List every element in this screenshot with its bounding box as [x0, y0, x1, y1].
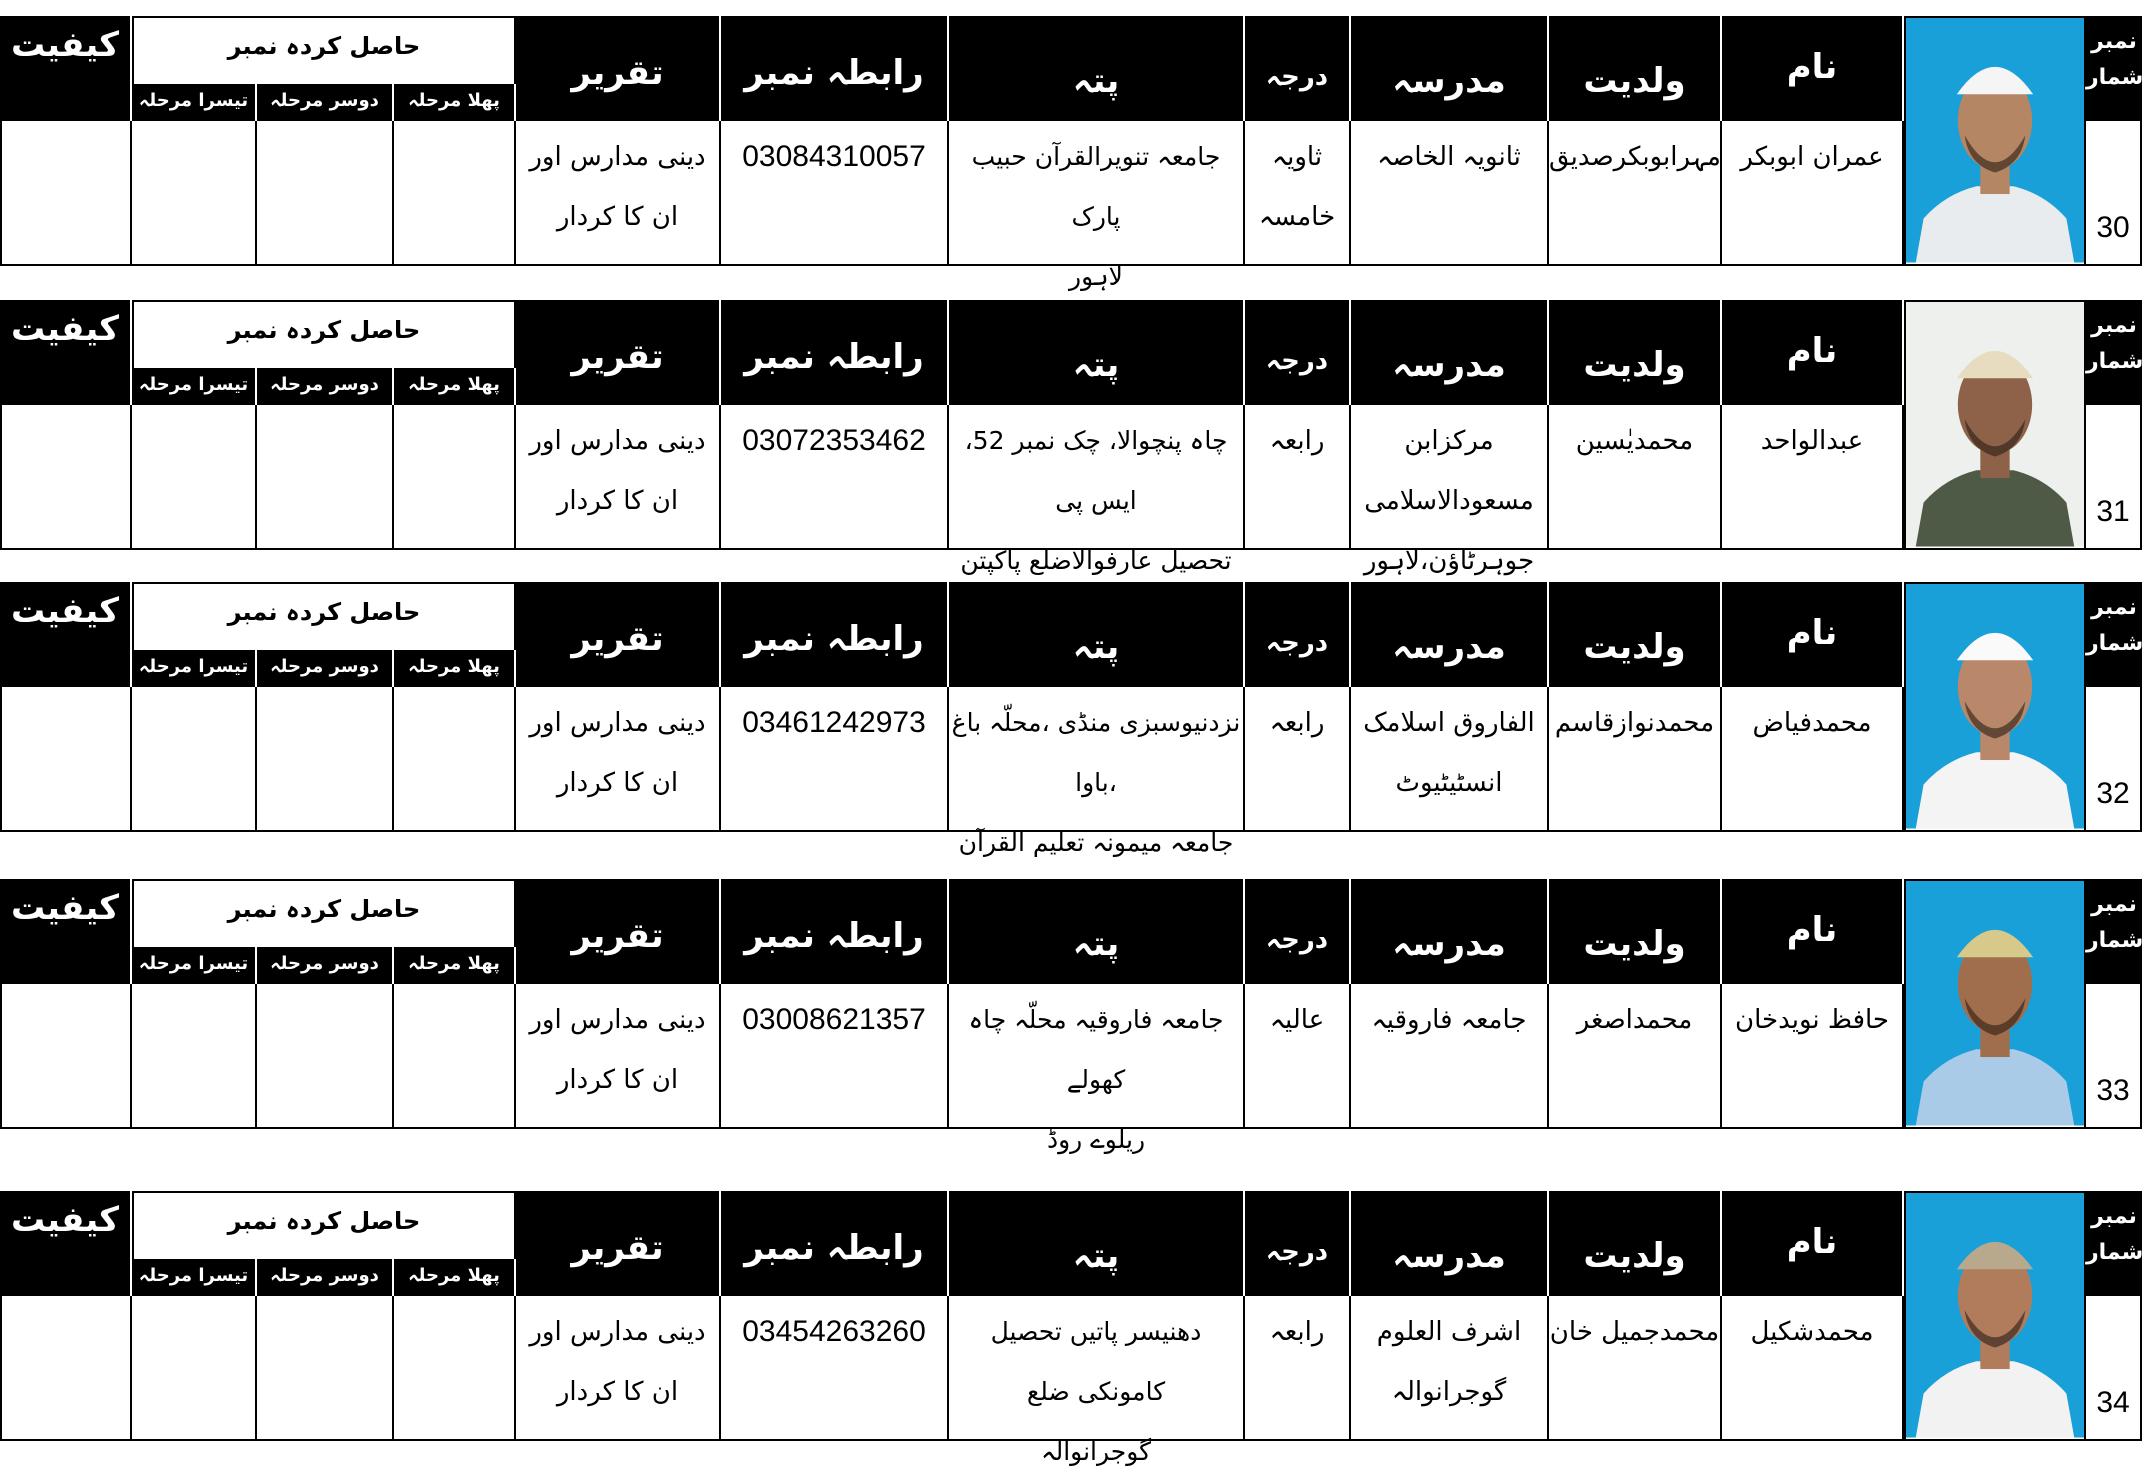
- speech-line-2: ان کا کردار: [556, 486, 679, 516]
- speech-line-1: دینی مدارس اور: [529, 1005, 706, 1035]
- stage1-header: پھلا مرحلہ: [394, 947, 516, 984]
- student-record: [0, 879, 2144, 1154]
- address-line-2: جامعہ میمونہ تعلیم القرآن: [958, 828, 1234, 857]
- name-header: نام: [1722, 16, 1904, 121]
- father-header: ولدیت: [1549, 582, 1722, 687]
- grade-cell: [1245, 1296, 1351, 1441]
- stage1-marks-cell: [394, 121, 516, 266]
- student-photo: [1904, 16, 2086, 266]
- grade-line-2: خامسہ: [1258, 202, 1336, 232]
- madrasa-cell: [1351, 984, 1549, 1129]
- student-name: عمران ابوبکر: [1740, 142, 1884, 172]
- madrasa-header: مدرسہ: [1351, 300, 1549, 405]
- stage2-marks-cell: [257, 1296, 394, 1441]
- speech-header: تقریر: [516, 582, 721, 687]
- grade-header: درجہ: [1245, 1191, 1351, 1296]
- father-name: محمداصغر: [1576, 1005, 1693, 1035]
- serial-header: نمبر شمار: [2086, 300, 2142, 405]
- madrasa-line-1: اشرف العلوم: [1376, 1317, 1522, 1347]
- madrasa-header: مدرسہ: [1351, 1191, 1549, 1296]
- stage2-header: دوسر مرحلہ: [257, 84, 394, 121]
- name-header: نام: [1722, 1191, 1904, 1296]
- stage1-header: پھلا مرحلہ: [394, 368, 516, 405]
- student-name: محمدفیاض: [1752, 708, 1872, 738]
- address-cell: [949, 687, 1245, 857]
- address-line-1: جامعہ تنویرالقرآن حبیب پارک: [971, 142, 1221, 231]
- stage2-header: دوسر مرحلہ: [257, 947, 394, 984]
- student-name-cell: [1722, 984, 1904, 1129]
- speech-cell: [516, 1296, 721, 1441]
- father-name: محمدیٰسین: [1575, 426, 1694, 456]
- remarks-cell: [0, 405, 132, 550]
- remarks-header: کیفیت: [0, 1191, 132, 1296]
- student-name-cell: [1722, 405, 1904, 550]
- madrasa-cell: [1351, 687, 1549, 832]
- grade-header: درجہ: [1245, 16, 1351, 121]
- address-line-2: گوجرانوالہ: [1040, 1437, 1152, 1466]
- marks-obtained-header: حاصل کردہ نمبر: [132, 1191, 516, 1259]
- madrasa-cell: [1351, 1296, 1549, 1441]
- stage1-header: پھلا مرحلہ: [394, 84, 516, 121]
- father-name: محمدجمیل خان: [1549, 1317, 1720, 1347]
- speech-cell: [516, 405, 721, 550]
- stage3-marks-cell: [132, 405, 257, 550]
- madrasa-line-2: انسٹیٹیوٹ: [1395, 768, 1503, 798]
- father-header: ولدیت: [1549, 300, 1722, 405]
- phone-header: رابطہ نمبر: [721, 1191, 949, 1296]
- speech-cell: [516, 984, 721, 1129]
- madrasa-header: مدرسہ: [1351, 582, 1549, 687]
- speech-cell: [516, 121, 721, 266]
- phone-cell: [721, 405, 949, 550]
- address-line-1: دھنیسر پاتیں تحصیل کامونکی ضلع: [990, 1317, 1202, 1406]
- grade-line-1: ثاویہ: [1271, 142, 1323, 172]
- student-name: عبدالواحد: [1760, 426, 1864, 456]
- address-header: پتہ: [949, 1191, 1245, 1296]
- address-header: پتہ: [949, 16, 1245, 121]
- stage2-header: دوسر مرحلہ: [257, 650, 394, 687]
- stage3-header: تیسرا مرحلہ: [132, 947, 257, 984]
- phone-cell: [721, 687, 949, 832]
- phone-header: رابطہ نمبر: [721, 879, 949, 984]
- grade-cell: [1245, 121, 1351, 266]
- stage1-marks-cell: [394, 984, 516, 1129]
- address-line-1: جامعہ فاروقیہ محلّہ چاہ کھولے: [968, 1005, 1224, 1094]
- address-header: پتہ: [949, 300, 1245, 405]
- name-header: نام: [1722, 582, 1904, 687]
- madrasa-line-1: جامعہ فاروقیہ: [1371, 1005, 1527, 1035]
- serial-header: نمبر شمار: [2086, 879, 2142, 984]
- address-line-2: لاہور: [1069, 262, 1123, 291]
- address-cell: [949, 121, 1245, 291]
- address-header: پتہ: [949, 582, 1245, 687]
- serial-header: نمبر شمار: [2086, 16, 2142, 121]
- stage3-marks-cell: [132, 984, 257, 1129]
- grade-header: درجہ: [1245, 582, 1351, 687]
- father-header: ولدیت: [1549, 1191, 1722, 1296]
- serial-number: 31: [2096, 494, 2130, 528]
- remarks-header: کیفیت: [0, 582, 132, 687]
- marks-obtained-header: حاصل کردہ نمبر: [132, 582, 516, 650]
- serial-number: 34: [2096, 1385, 2130, 1419]
- serial-number-cell: [2086, 687, 2142, 832]
- address-line-1: چاہ پنچوالا، چک نمبر 52، ایس پی: [964, 426, 1228, 515]
- serial-number-cell: [2086, 121, 2142, 266]
- serial-number-cell: [2086, 984, 2142, 1129]
- marks-obtained-header: حاصل کردہ نمبر: [132, 879, 516, 947]
- father-name: مہرابوبکرصدیق: [1549, 142, 1721, 172]
- remarks-cell: [0, 121, 132, 266]
- stage3-header: تیسرا مرحلہ: [132, 650, 257, 687]
- student-photo: [1904, 879, 2086, 1129]
- remarks-header: کیفیت: [0, 300, 132, 405]
- father-name-cell: [1549, 405, 1722, 550]
- speech-line-2: ان کا کردار: [556, 1065, 679, 1095]
- grade-header: درجہ: [1245, 300, 1351, 405]
- madrasa-cell: [1351, 405, 1549, 576]
- phone-number: 03461242973: [742, 706, 926, 739]
- stage2-marks-cell: [257, 687, 394, 832]
- serial-number-cell: [2086, 1296, 2142, 1441]
- phone-number: 03008621357: [742, 1003, 926, 1036]
- phone-cell: [721, 121, 949, 266]
- father-name-cell: [1549, 121, 1722, 266]
- father-name-cell: [1549, 1296, 1722, 1441]
- phone-header: رابطہ نمبر: [721, 582, 949, 687]
- student-photo: [1904, 582, 2086, 832]
- stage1-marks-cell: [394, 1296, 516, 1441]
- name-header: نام: [1722, 300, 1904, 405]
- phone-cell: [721, 1296, 949, 1441]
- student-record: [0, 582, 2144, 857]
- address-header: پتہ: [949, 879, 1245, 984]
- phone-number: 03454263260: [742, 1315, 926, 1348]
- grade-cell: [1245, 984, 1351, 1129]
- madrasa-line-2: جوہرٹاؤن،لاہور: [1363, 546, 1535, 576]
- father-name-cell: [1549, 984, 1722, 1129]
- address-cell: [949, 984, 1245, 1154]
- father-name-cell: [1549, 687, 1722, 832]
- phone-cell: [721, 984, 949, 1129]
- speech-header: تقریر: [516, 16, 721, 121]
- serial-header: نمبر شمار: [2086, 582, 2142, 687]
- phone-number: 03084310057: [742, 140, 926, 173]
- student-record: [0, 300, 2144, 576]
- stage3-marks-cell: [132, 687, 257, 832]
- speech-line-2: ان کا کردار: [556, 202, 679, 232]
- serial-number-cell: [2086, 405, 2142, 550]
- madrasa-line-2: گوجرانوالہ: [1391, 1377, 1507, 1407]
- speech-line-1: دینی مدارس اور: [529, 708, 706, 738]
- speech-header: تقریر: [516, 1191, 721, 1296]
- stage3-marks-cell: [132, 121, 257, 266]
- serial-header: نمبر شمار: [2086, 1191, 2142, 1296]
- stage1-marks-cell: [394, 687, 516, 832]
- madrasa-header: مدرسہ: [1351, 16, 1549, 121]
- remarks-header: کیفیت: [0, 879, 132, 984]
- grade-line-1: رابعہ: [1269, 1317, 1325, 1347]
- student-name-cell: [1722, 687, 1904, 832]
- student-photo: [1904, 1191, 2086, 1441]
- madrasa-line-1: ثانویہ الخاصہ: [1377, 142, 1521, 172]
- grade-line-1: عالیہ: [1269, 1005, 1325, 1035]
- student-portrait-icon: [1906, 1193, 2084, 1438]
- speech-line-1: دینی مدارس اور: [529, 426, 706, 456]
- remarks-cell: [0, 984, 132, 1129]
- student-name: حافظ نویدخان: [1734, 1005, 1889, 1035]
- father-header: ولدیت: [1549, 879, 1722, 984]
- speech-line-2: ان کا کردار: [556, 1377, 679, 1407]
- student-name: محمدشکیل: [1750, 1317, 1874, 1347]
- speech-cell: [516, 687, 721, 832]
- name-header: نام: [1722, 879, 1904, 984]
- phone-header: رابطہ نمبر: [721, 16, 949, 121]
- student-name-cell: [1722, 121, 1904, 266]
- student-record: [0, 16, 2144, 291]
- speech-header: تقریر: [516, 879, 721, 984]
- phone-header: رابطہ نمبر: [721, 300, 949, 405]
- student-portrait-icon: [1906, 584, 2084, 829]
- speech-header: تقریر: [516, 300, 721, 405]
- address-cell: [949, 1296, 1245, 1466]
- stage3-header: تیسرا مرحلہ: [132, 368, 257, 405]
- student-record: [0, 1191, 2144, 1466]
- madrasa-line-1: الفاروق اسلامک: [1363, 708, 1535, 738]
- remarks-header: کیفیت: [0, 16, 132, 121]
- serial-number: 30: [2096, 210, 2130, 244]
- madrasa-header: مدرسہ: [1351, 879, 1549, 984]
- speech-line-1: دینی مدارس اور: [529, 142, 706, 172]
- grade-cell: [1245, 687, 1351, 832]
- remarks-cell: [0, 1296, 132, 1441]
- student-portrait-icon: [1906, 881, 2084, 1126]
- grade-cell: [1245, 405, 1351, 550]
- madrasa-cell: [1351, 121, 1549, 266]
- phone-number: 03072353462: [742, 424, 926, 457]
- stage2-marks-cell: [257, 121, 394, 266]
- stage1-header: پھلا مرحلہ: [394, 650, 516, 687]
- stage2-marks-cell: [257, 984, 394, 1129]
- address-cell: [949, 405, 1245, 575]
- speech-line-2: ان کا کردار: [556, 768, 679, 798]
- stage2-marks-cell: [257, 405, 394, 550]
- marks-obtained-header: حاصل کردہ نمبر: [132, 300, 516, 368]
- grade-header: درجہ: [1245, 879, 1351, 984]
- student-photo: [1904, 300, 2086, 550]
- address-line-2: ریلوے روڈ: [1046, 1125, 1146, 1154]
- stage1-header: پھلا مرحلہ: [394, 1259, 516, 1296]
- serial-number: 33: [2096, 1073, 2130, 1107]
- student-portrait-icon: [1906, 18, 2084, 263]
- marks-obtained-header: حاصل کردہ نمبر: [132, 16, 516, 84]
- stage3-header: تیسرا مرحلہ: [132, 84, 257, 121]
- serial-number: 32: [2096, 776, 2130, 810]
- madrasa-line-1: مرکزابن مسعودالاسلامی: [1364, 426, 1534, 516]
- stage3-marks-cell: [132, 1296, 257, 1441]
- stage3-header: تیسرا مرحلہ: [132, 1259, 257, 1296]
- stage1-marks-cell: [394, 405, 516, 550]
- student-name-cell: [1722, 1296, 1904, 1441]
- remarks-cell: [0, 687, 132, 832]
- student-portrait-icon: [1906, 302, 2084, 547]
- father-name: محمدنوازقاسم: [1554, 708, 1715, 738]
- father-header: ولدیت: [1549, 16, 1722, 121]
- grade-line-1: رابعہ: [1269, 426, 1325, 456]
- stage2-header: دوسر مرحلہ: [257, 368, 394, 405]
- address-line-1: نزدنیوسبزی منڈی ،محلّہ باغ باوا،: [951, 708, 1241, 797]
- grade-line-1: رابعہ: [1269, 708, 1325, 738]
- speech-line-1: دینی مدارس اور: [529, 1317, 706, 1347]
- address-line-2: تحصیل عارفوالاضلع پاکپتن: [960, 546, 1232, 575]
- stage2-header: دوسر مرحلہ: [257, 1259, 394, 1296]
